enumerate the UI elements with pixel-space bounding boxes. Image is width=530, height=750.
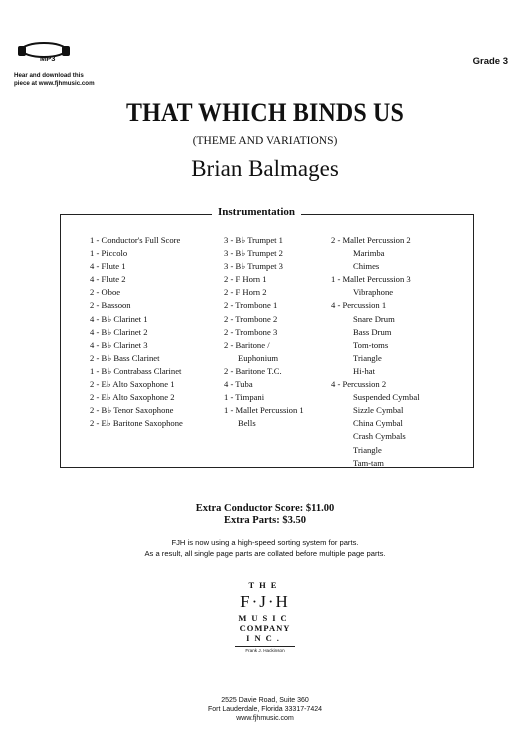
publisher-address bbox=[0, 696, 530, 723]
instrument-line: 4 - B♭ Clarinet 2 bbox=[90, 326, 148, 337]
instrument-subline: Tom-toms bbox=[353, 339, 389, 350]
logo-inc: INC. bbox=[246, 633, 284, 643]
mp3-caption bbox=[14, 72, 114, 88]
instrument-line: 1 - Mallet Percussion 3 bbox=[331, 274, 411, 285]
instrument-subline: Crash Cymbals bbox=[353, 431, 406, 442]
instrument-line: 2 - F Horn 2 bbox=[224, 287, 267, 298]
composer-name: Brian Balmages bbox=[191, 156, 339, 181]
instrumentation-heading: Instrumentation bbox=[212, 206, 301, 218]
instrument-line: 2 - E♭ Baritone Saxophone bbox=[90, 418, 183, 429]
extra-conductor-price: Extra Conductor Score: $11.00 bbox=[195, 503, 335, 514]
piece-title: THAT WHICH BINDS US bbox=[125, 98, 404, 127]
instrument-line: 2 - B♭ Tenor Saxophone bbox=[90, 405, 174, 416]
instrument-line: 1 - Piccolo bbox=[90, 248, 128, 259]
instrument-subline: Vibraphone bbox=[353, 287, 394, 298]
instrument-line: 4 - Flute 2 bbox=[90, 274, 126, 285]
instrument-line: 3 - B♭ Trumpet 2 bbox=[224, 248, 283, 259]
mp3-caption-line1: Hear and download this bbox=[14, 72, 84, 79]
grade-label: Grade 3 bbox=[472, 56, 508, 67]
logo-company: COMPANY bbox=[239, 623, 291, 633]
instrumentation-column-2 bbox=[224, 234, 304, 430]
instrument-line: 2 - Oboe bbox=[90, 287, 121, 298]
address-website[interactable]: www.fjhmusic.com bbox=[236, 715, 294, 722]
notice-line1: FJH is now using a high-speed sorting system for parts. bbox=[171, 538, 359, 547]
instrument-subline: Triangle bbox=[353, 444, 382, 455]
instrument-line: 2 - E♭ Alto Saxophone 1 bbox=[90, 379, 175, 390]
instrumentation-column-3 bbox=[331, 234, 420, 470]
instrument-line: 2 - Baritone T.C. bbox=[224, 365, 282, 376]
logo-the: THE bbox=[248, 580, 282, 590]
headphones-icon bbox=[14, 38, 74, 68]
piece-subtitle: (THEME AND VARIATIONS) bbox=[192, 135, 338, 147]
instrument-line: 2 - Mallet Percussion 2 bbox=[331, 235, 411, 245]
instrument-line: 4 - Tuba bbox=[224, 379, 253, 390]
sorting-notice bbox=[0, 537, 530, 559]
logo-music: MUSIC bbox=[238, 613, 292, 623]
instrument-subline: Sizzle Cymbal bbox=[353, 405, 404, 416]
mp3-caption-line2: piece at www.fjhmusic.com bbox=[14, 80, 95, 87]
instrument-subline: Bass Drum bbox=[353, 326, 392, 337]
instrumentation-column-1 bbox=[90, 234, 183, 430]
instrument-subline: Euphonium bbox=[238, 352, 279, 363]
instrument-line: 4 - Percussion 1 bbox=[331, 300, 387, 311]
instrument-line: 1 - B♭ Contrabass Clarinet bbox=[90, 365, 182, 376]
instrument-line: 1 - Mallet Percussion 1 bbox=[224, 405, 304, 416]
logo-fjh: F·J·H bbox=[240, 592, 290, 611]
instrument-line: 4 - Percussion 2 bbox=[331, 379, 387, 390]
instrument-line: 2 - Trombone 2 bbox=[224, 313, 278, 324]
instrument-line: 3 - B♭ Trumpet 3 bbox=[224, 261, 283, 272]
instrument-line: 1 - Conductor's Full Score bbox=[90, 235, 181, 245]
instrument-subline: Marimba bbox=[353, 248, 385, 259]
instrument-line: 2 - F Horn 1 bbox=[224, 274, 267, 285]
address-line2: Fort Lauderdale, Florida 33317-7424 bbox=[207, 706, 323, 713]
address-line1: 2525 Davie Road, Suite 360 bbox=[221, 697, 309, 704]
instrument-line: 1 - Timpani bbox=[224, 392, 265, 403]
publisher-logo bbox=[235, 580, 295, 692]
instrument-line: 4 - Flute 1 bbox=[90, 261, 126, 272]
instrument-subline: Chimes bbox=[353, 261, 380, 272]
logo-founder: Frank J. Hackinson bbox=[235, 646, 295, 653]
mp3-badge[interactable] bbox=[14, 38, 104, 87]
instrument-line: 2 - Baritone / bbox=[224, 339, 270, 350]
instrument-line: 2 - Trombone 3 bbox=[224, 326, 278, 337]
instrument-subline: Tam-tam bbox=[353, 457, 384, 468]
extra-parts-price: Extra Parts: $3.50 bbox=[224, 515, 306, 526]
instrument-subline: China Cymbal bbox=[353, 418, 403, 429]
mp3-label: MP3 bbox=[40, 54, 56, 63]
instrument-subline: Suspended Cymbal bbox=[353, 392, 420, 403]
extra-prices bbox=[0, 503, 530, 527]
instrument-line: 2 - B♭ Bass Clarinet bbox=[90, 352, 160, 363]
instrument-subline: Triangle bbox=[353, 352, 382, 363]
instrument-subline: Hi-hat bbox=[353, 365, 375, 376]
instrument-subline: Bells bbox=[238, 418, 256, 429]
instrument-subline: Snare Drum bbox=[353, 313, 395, 324]
instrument-line: 3 - B♭ Trumpet 1 bbox=[224, 235, 283, 245]
instrument-line: 2 - E♭ Alto Saxophone 2 bbox=[90, 392, 175, 403]
instrument-line: 4 - B♭ Clarinet 3 bbox=[90, 339, 148, 350]
instrument-line: 2 - Bassoon bbox=[90, 300, 131, 311]
instrument-line: 2 - Trombone 1 bbox=[224, 300, 278, 311]
instrument-line: 4 - B♭ Clarinet 1 bbox=[90, 313, 148, 324]
notice-line2: As a result, all single page parts are collated before multiple page parts. bbox=[144, 549, 386, 558]
